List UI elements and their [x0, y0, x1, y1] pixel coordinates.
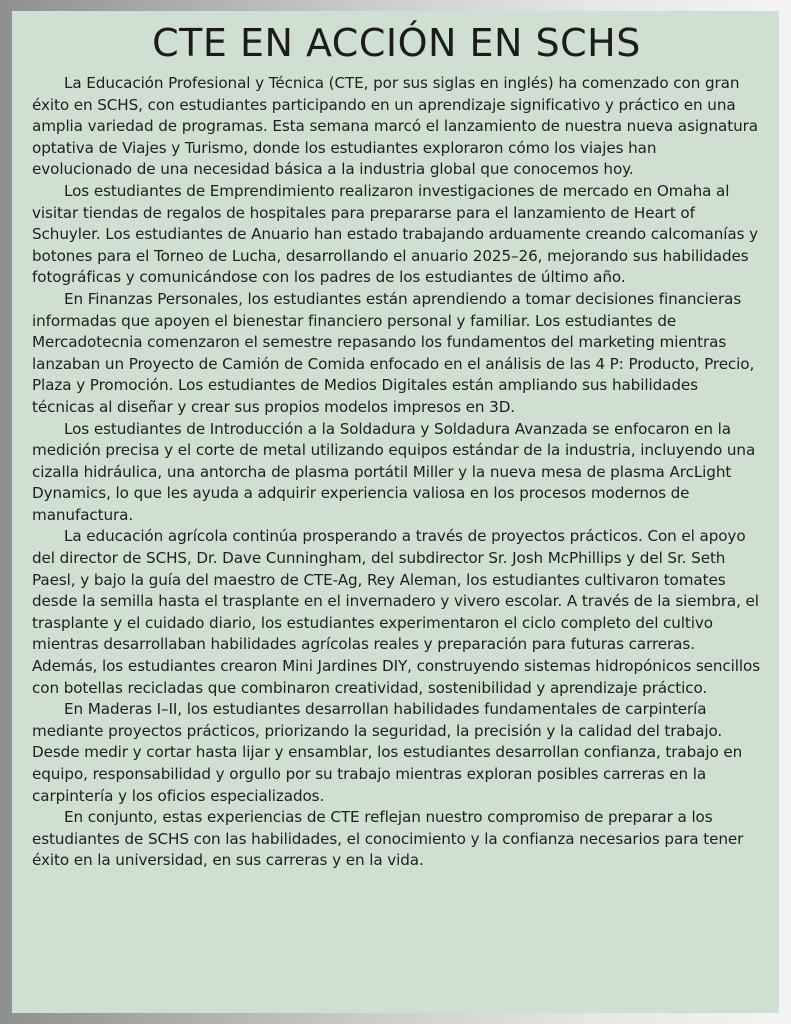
paragraph-intro: La Educación Profesional y Técnica (CTE, por sus siglas en inglés) ha comenzado con gran éxito en SCHS, con estudiantes participando en un aprendizaje significativo y práctico en una amplia variedad de programas. Esta semana marcó el lanzamiento de nuestra nueva asignatura optativa de Viajes y Turismo, donde los estudiantes exploraron cómo los viajes han evolucionado de una necesidad básica a la industria global que conocemos hoy.	[32, 74, 758, 179]
article-panel	[12, 11, 779, 1013]
article-title: CTE EN ACCIÓN EN SCHS	[152, 21, 641, 65]
paragraph-agriculture: La educación agrícola continúa prosperando a través de proyectos prácticos. Con el apoyo del director de SCHS, Dr. Dave Cunningham, del subdirector Sr. Josh McPhillips y del Sr. Seth Paesl, y bajo la guía del maestro de CTE-Ag, Rey Aleman, los estudiantes cultivaron tomates desde la semilla hasta el trasplante en el invernadero y vivero escolar. A través de la siembra, el trasplante y el cuidado diario, los estudiantes experimentaron el ciclo completo del cultivo mientras desarrollaban habilidades agrícolas reales y preparación para futuras carreras. Además, los estudiantes crearon Mini Jardines DIY, construyendo sistemas hidropónicos sencillos con botellas recicladas que combinaron creatividad, sostenibilidad y aprendizaje práctico.	[32, 527, 761, 697]
article-body	[32, 73, 761, 872]
paragraph-entrepreneurship: Los estudiantes de Emprendimiento realizaron investigaciones de mercado en Omaha al visitar tiendas de regalos de hospitales para prepararse para el lanzamiento de Heart of Schuyler. Los estudiantes de Anuario han estado trabajando arduamente creando calcomanías y botones para el Torneo de Lucha, desarrollando el anuario 2025–26, mejorando sus habilidades fotográficas y comunicándose con los padres de los estudiantes de último año.	[32, 181, 759, 287]
paragraph-welding: Los estudiantes de Introducción a la Soldadura y Soldadura Avanzada se enfocaron en la medición precisa y el corte de metal utilizando equipos estándar de la industria, incluyendo una cizalla hidráulica, una antorcha de plasma portátil Miller y la nueva mesa de plasma ArcLight Dynamics, lo que les ayuda a adquirir experiencia valiosa en los procesos modernos de manufactura.	[32, 419, 756, 524]
paragraph-conclusion: En conjunto, estas experiencias de CTE reflejan nuestro compromiso de preparar a los estudiantes de SCHS con las habilidades, el conocimiento y la confianza necesarios para tener éxito en la universidad, en sus carreras y en la vida.	[32, 808, 744, 870]
paragraph-woods: En Maderas I–II, los estudiantes desarrollan habilidades fundamentales de carpintería mediante proyectos prácticos, priorizando la seguridad, la precisión y la calidad del trabajo. Desde medir y cortar hasta lijar y ensamblar, los estudiantes desarrollan confianza, trabajo en equipo, responsabilidad y orgullo por su trabajo mientras exploran posibles carreras en la carpintería y los oficios especializados.	[32, 700, 743, 805]
paragraph-finance-marketing: En Finanzas Personales, los estudiantes están aprendiendo a tomar decisiones financieras informadas que apoyen el bienestar financiero personal y familiar. Los estudiantes de Mercadotecnia comenzaron el semestre repasando los fundamentos del marketing mientras lanzaban un Proyecto de Camión de Comida enfocado en el análisis de las 4 P: Producto, Precio, Plaza y Promoción. Los estudiantes de Medios Digitales están ampliando sus habilidades técnicas al diseñar y crear sus propios modelos impresos en 3D.	[32, 289, 755, 416]
